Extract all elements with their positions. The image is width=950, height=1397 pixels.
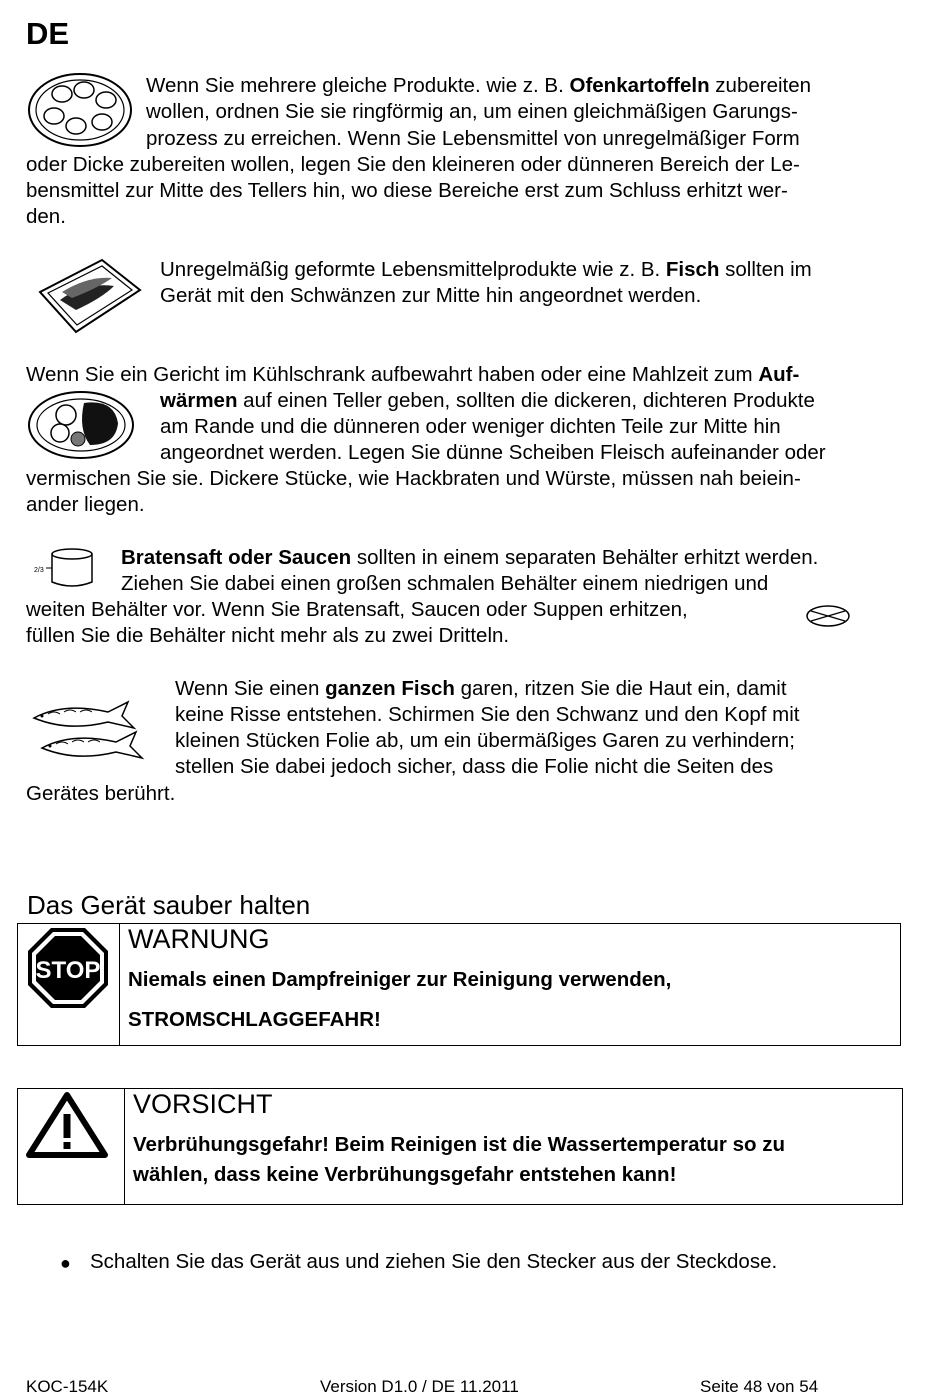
paragraph-line: Gerät mit den Schwänzen zur Mitte hin angeordnet werden. (160, 284, 702, 307)
dinner-plate-icon (26, 389, 136, 461)
paragraph-line: Bratensaft oder Saucen sollten in einem separaten Behälter erhitzt werden. (121, 546, 819, 569)
stop-sign-icon (26, 926, 110, 1010)
caution-title: VORSICHT (133, 1089, 273, 1119)
warning-text-line: Niemals einen Dampfreiniger zur Reinigung verwenden, (128, 968, 672, 991)
container-fill-label: 2/3 (34, 567, 44, 574)
paragraph-line: kleinen Stücken Folie ab, um ein übermäßiges Garen zu verhindern; (175, 729, 795, 752)
paragraph-line: am Rande und die dünneren oder weniger dichten Teile zur Mitte hin (160, 415, 781, 438)
fish-dish-icon (32, 252, 144, 338)
paragraph-line: Gerätes berührt. (26, 782, 176, 805)
paragraph-line: oder Dicke zubereiten wollen, legen Sie den kleineren oder dünneren Bereich der Le- (26, 153, 800, 176)
paragraph-line: Wenn Sie einen ganzen Fisch garen, ritzen Sie die Haut ein, damit (175, 677, 787, 700)
bullet-item: Schalten Sie das Gerät aus und ziehen Sie den Stecker aus der Steckdose. (90, 1250, 778, 1273)
footer-model: KOC-154K (26, 1377, 109, 1396)
paragraph-line: Wenn Sie mehrere gleiche Produkte. wie z. B. Ofenkartoffeln zubereiten (146, 74, 812, 97)
caution-text-line: wählen, dass keine Verbrühungsgefahr entstehen kann! (133, 1163, 677, 1186)
paragraph-line: weiten Behälter vor. Wenn Sie Bratensaft, Saucen oder Suppen erhitzen, (26, 598, 688, 621)
paragraph-line: ander liegen. (26, 493, 145, 516)
footer-version: Version D1.0 / DE 11.2011 (320, 1377, 519, 1396)
covered-dish-icon (805, 603, 851, 629)
paragraph-line: vermischen Sie sie. Dickere Stücke, wie Hackbraten und Würste, müssen nah beiein- (26, 467, 801, 490)
paragraph-line: wärmen auf einen Teller geben, sollten die dickeren, dichteren Produkte (160, 389, 815, 412)
paragraph-line: angeordnet werden. Legen Sie dünne Scheiben Fleisch aufeinander oder (160, 441, 826, 464)
footer-page-number: Seite 48 von 54 (700, 1377, 819, 1396)
caution-icon-cell (18, 1089, 125, 1204)
warning-icon-cell (18, 924, 120, 1045)
paragraph-line: Ziehen Sie dabei einen großen schmalen Behälter einem niedrigen und (121, 572, 769, 595)
paragraph-line: keine Risse entstehen. Schirmen Sie den Schwanz und den Kopf mit (175, 703, 800, 726)
paragraph-line: Unregelmäßig geformte Lebensmittelprodukte wie z. B. Fisch sollten im (160, 258, 812, 281)
paragraph-line: wollen, ordnen Sie sie ringförmig an, um einen gleichmäßigen Garungs- (146, 100, 798, 123)
warning-box (17, 923, 901, 1046)
stop-sign-text: STOP (35, 957, 101, 984)
caution-box (17, 1088, 903, 1205)
bullet-icon: ● (60, 1253, 71, 1273)
language-code: DE (26, 16, 70, 51)
paragraph-line: prozess zu erreichen. Wenn Sie Lebensmittel von unregelmäßiger Form (146, 127, 800, 150)
warning-triangle-icon (26, 1092, 108, 1158)
caution-text-line: Verbrühungsgefahr! Beim Reinigen ist die Wassertemperatur so zu (133, 1133, 785, 1156)
container-icon (34, 546, 96, 590)
warning-text-line: STROMSCHLAGGEFAHR! (128, 1008, 381, 1031)
warning-title: WARNUNG (128, 924, 270, 954)
section-title: Das Gerät sauber halten (27, 890, 311, 920)
paragraph-line: füllen Sie die Behälter nicht mehr als zu zwei Dritteln. (26, 624, 510, 647)
whole-fish-icon (28, 698, 146, 768)
paragraph-line: bensmittel zur Mitte des Tellers hin, wo diese Bereiche erst zum Schluss erhitzt wer- (26, 179, 788, 202)
paragraph-line: Wenn Sie ein Gericht im Kühlschrank aufbewahrt haben oder eine Mahlzeit zum Auf- (26, 363, 800, 386)
potato-plate-icon (26, 70, 134, 150)
paragraph-line: stellen Sie dabei jedoch sicher, dass die Folie nicht die Seiten des (175, 755, 774, 778)
paragraph-line: den. (26, 205, 66, 228)
